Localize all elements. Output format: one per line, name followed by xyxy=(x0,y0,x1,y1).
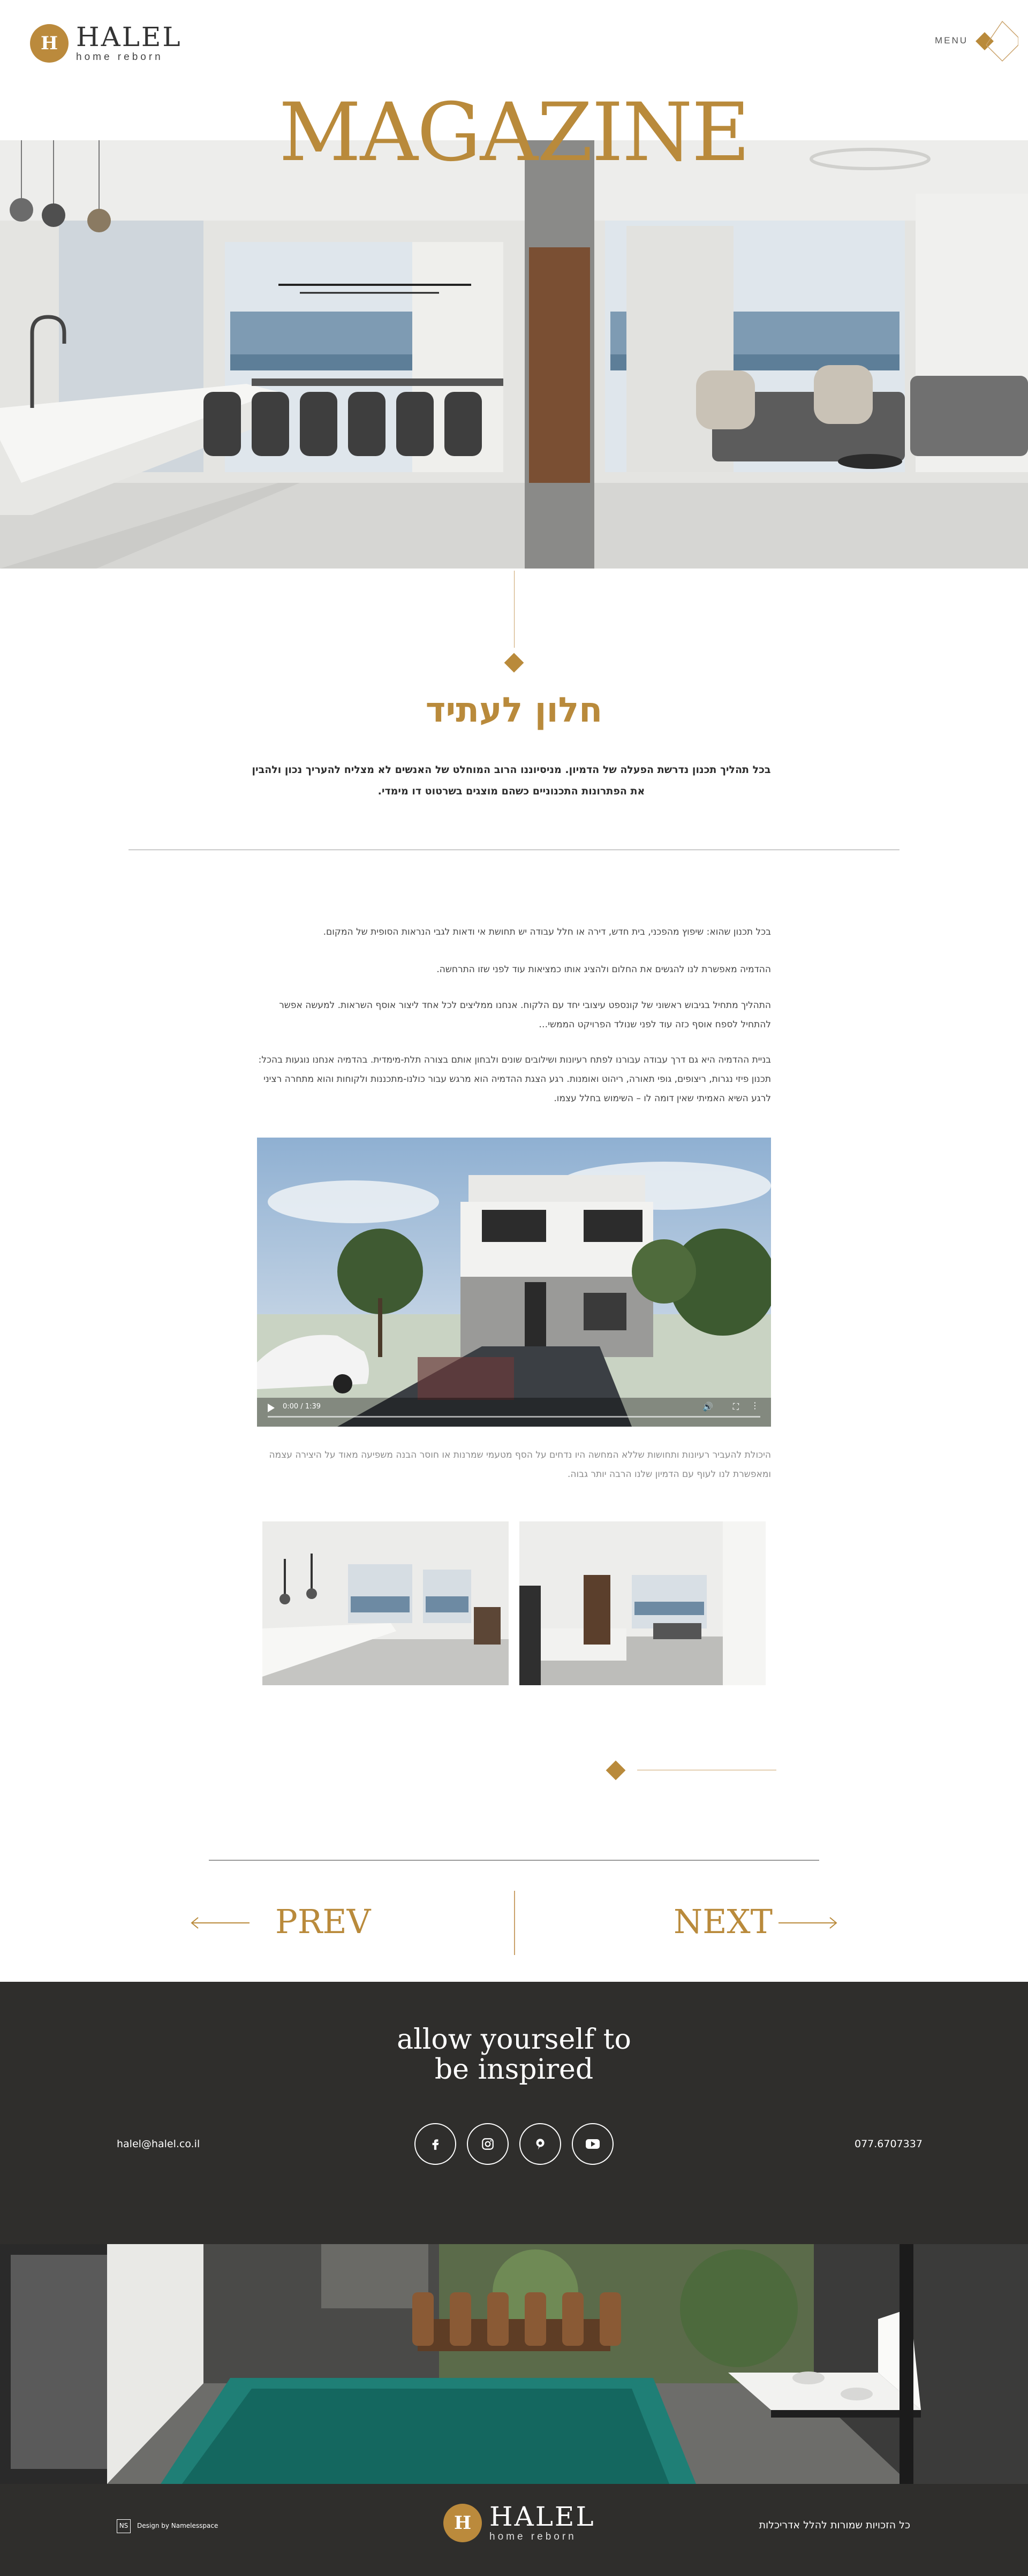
footer-phone[interactable]: 077.6707337 xyxy=(855,2138,923,2150)
video-caption: היכולת להעביר רעיונות ותחושות שללא המחשה היו נדחים על הסף מטעמי שמרנות או חוסר הבנה משפיעה מאוד על היצירה עצמה ומאפשרת לנו לעוף עם הדמיון שלנו הרבה יותר גבוה. xyxy=(269,1450,771,1480)
divider-line xyxy=(514,571,515,648)
logo-tagline: home reborn xyxy=(489,2531,577,2542)
copyright-text: כל הזכויות שמורות להלל אדריכלות xyxy=(759,2519,910,2531)
menu-diamond-icon[interactable] xyxy=(970,17,1018,65)
menu-label[interactable]: MENU xyxy=(934,35,968,46)
site-logo[interactable] xyxy=(30,21,182,63)
video-time: 0:00 / 1:39 xyxy=(283,1403,321,1411)
logo-mark: H xyxy=(30,24,69,63)
section-divider xyxy=(209,1860,819,1861)
arrow-left-icon[interactable] xyxy=(191,1916,251,1929)
footer-logo[interactable] xyxy=(443,2503,595,2543)
hero-image xyxy=(0,140,1028,569)
article-title: חלון לעתיד xyxy=(425,691,603,730)
youtube-icon[interactable] xyxy=(572,2123,614,2165)
logo-name: HALEL xyxy=(489,2501,595,2532)
article-paragraph: בניית ההדמיה היא גם דרך עבודה עבורנו לפתח רעיונות ושילובים שונים ולבחון אותם בצורה תלת-מימדית. בהדמיה אנחנו נוגעות בהכל: תכנון פיזי נגרות, ריצופים, גופי תאורה, ריהוט ואומנות. רגע הצגת ההדמיה הוא מרגש עבור כולנו-מתכננות ולקוחות והוא מתחרה רציני לרגע השיא האמיתי שאין דומה לו – השימוש בחלל עצמו. xyxy=(258,1055,771,1104)
logo-mark: H xyxy=(443,2504,482,2542)
arrow-right-icon[interactable] xyxy=(777,1916,837,1929)
designer-credit[interactable]: Design by Namelesspace xyxy=(137,2522,218,2529)
article-lead: בכל תהליך תכנון נדרשת הפעלה של הדמיון. מניסיוננו הרוב המוחלט של האנשים לא מצליח להעריך נכון ולהבין את הפתרונות התכנוניים כשהם מוצגים בשרטוט דו מימדי. xyxy=(252,764,771,797)
diamond-ornament xyxy=(606,1761,626,1781)
article-paragraph: ההדמיה מאפשרת לנו להגשים את החלום ולהציג אותו כמציאות עוד לפני שזו התרחשה. xyxy=(436,964,771,975)
article-paragraph: בכל תכנון שהוא: שיפוץ מהפכני, בית חדש, דירה או חלל עבודה יש תחושת אי ודאות לגבי הנראות הסופית של המקום. xyxy=(323,927,771,937)
logo-name: HALEL xyxy=(76,21,182,52)
gallery-image-1[interactable] xyxy=(262,1521,509,1685)
footer xyxy=(0,1982,1028,2244)
article-paragraph: התהליך מתחיל בגיבוש ראשוני של קונספט עיצובי יחד עם הלקוח. אנחנו ממליצים לכל אחד ליצור אוסף השראות. למעשה אפשר להתחיל לספח אוסף כזה עוד לפני שנולד הפרויקט הממשי… xyxy=(279,1000,771,1030)
pinterest-icon[interactable] xyxy=(519,2123,561,2165)
prev-link[interactable]: PREV xyxy=(275,1902,371,1941)
pagination-divider xyxy=(514,1891,515,1955)
video-player[interactable] xyxy=(257,1138,771,1427)
more-options-icon[interactable]: ⋮ xyxy=(751,1400,759,1411)
footer-tagline: allow yourself to be inspired xyxy=(397,2024,631,2086)
page-title: MAGAZINE xyxy=(278,86,750,179)
next-link[interactable]: NEXT xyxy=(674,1902,773,1941)
fullscreen-icon[interactable]: ⛶ xyxy=(732,1401,739,1412)
footer-email[interactable]: halel@halel.co.il xyxy=(117,2138,200,2150)
facebook-icon[interactable] xyxy=(414,2123,456,2165)
diamond-ornament xyxy=(504,653,524,673)
footer-image xyxy=(0,2244,1028,2484)
volume-icon[interactable]: 🔊 xyxy=(702,1401,713,1412)
gallery-image-2[interactable] xyxy=(519,1521,766,1685)
designer-logo-icon[interactable]: NS xyxy=(117,2519,131,2533)
instagram-icon[interactable] xyxy=(467,2123,509,2165)
logo-tagline: home reborn xyxy=(76,51,163,63)
